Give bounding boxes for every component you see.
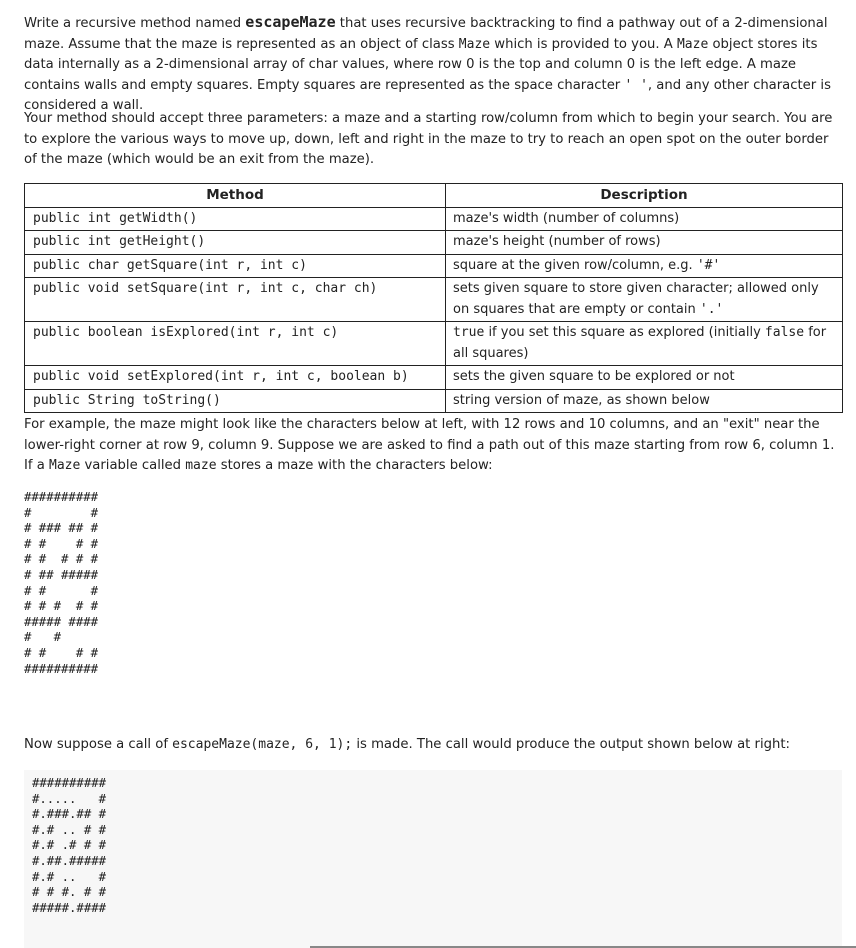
method-description [446, 207, 843, 231]
code-literal: false [764, 325, 805, 340]
description-text: maze's width (number of columns) [453, 210, 680, 226]
example-text: stores a maze with the characters below: [216, 458, 493, 473]
method-name: escapeMaze [245, 13, 336, 31]
maze-api-table [24, 183, 843, 413]
example-text: variable called [80, 458, 186, 473]
table-row [25, 207, 843, 231]
params-paragraph: Your method should accept three parameters: a maze and a starting row/column from which to begin your search. You are to explore the various ways to move up, down, left and right in the maze to try to reach an open spot on the outer border of the maze (which would be an exit from the maze). [24, 111, 833, 167]
description-text: sets given square to store given character; allowed only on squares that are empty or contain [453, 281, 819, 317]
intro-paragraph [24, 12, 840, 117]
output-box [24, 770, 842, 948]
description-text: if you set this square as explored (initially [484, 325, 765, 340]
call-text: Now suppose a call of [24, 737, 173, 752]
maze-example: ########## # # # ### ## # # # # # # # # # # # ## ##### # # # # # # # # ##### #### # # # # # # ########## [24, 490, 99, 676]
description-text: string version of maze, as shown below [453, 392, 710, 408]
code-literal: true [453, 325, 485, 340]
variable-name: maze [185, 458, 217, 473]
method-signature: public char getSquare(int r, int c) [25, 254, 446, 278]
method-signature: public void setSquare(int r, int c, char ch) [25, 278, 446, 322]
method-signature: public int getWidth() [25, 207, 446, 231]
example-paragraph [24, 415, 840, 477]
intro-text: , and any other character is considered a wall. [24, 77, 831, 113]
description-header: Description [446, 184, 843, 208]
method-description [446, 231, 843, 255]
table-row [25, 322, 843, 366]
description-text: sets the given square to be explored or not [453, 369, 735, 384]
description-text: maze's height (number of rows) [453, 234, 661, 249]
method-header: Method [25, 184, 446, 208]
space-char: ' ' [624, 77, 648, 93]
class-name: Maze [458, 36, 491, 52]
method-signature: public void setExplored(int r, int c, boolean b) [25, 366, 446, 390]
method-signature: public boolean isExplored(int r, int c) [25, 322, 446, 366]
table-row [25, 278, 843, 322]
method-signature: public String toString() [25, 389, 446, 413]
maze-output: ########## #..... # #.###.## # #.# .. # # #.# .# # # #.##.##### #.# .. # # # #. # # #####.#### [32, 776, 107, 915]
method-signature: public int getHeight() [25, 231, 446, 255]
table-row [25, 254, 843, 278]
intro-text: object stores its data internally as a 2-dimensional array of char values, where row 0 is the top and column 0 is the left edge. A maze contains walls and empty squares. Empty squares are represented as the space character [24, 36, 818, 93]
method-description [446, 278, 843, 322]
method-description [446, 322, 843, 366]
intro-text: that uses recursive backtracking to find a pathway out of a 2-dimensional maze. Assume that the maze is represented as an object of class [24, 16, 828, 52]
table-row [25, 389, 843, 413]
table-body [25, 207, 843, 413]
table-header-row [25, 184, 843, 208]
intro-text: which is provided to you. A [490, 36, 677, 52]
code-literal: '.' [699, 301, 724, 317]
code-literal: '#' [696, 257, 721, 273]
method-description [446, 254, 843, 278]
example-text: For example, the maze might look like the characters below at left, with 12 rows and 10 columns, and an "exit" near the lower-right corner at row 9, column 9. Suppose we are asked to find a path out of this maze starting from row 6, column 1. If a [24, 417, 835, 473]
class-name: Maze [49, 458, 81, 473]
method-description [446, 366, 843, 390]
table-row [25, 231, 843, 255]
call-text: is made. The call would produce the output shown below at right: [352, 737, 790, 752]
table-row [25, 366, 843, 390]
description-text: square at the given row/column, e.g. [453, 257, 697, 273]
call-code: escapeMaze(maze, 6, 1); [172, 737, 353, 752]
description-text: for all squares) [453, 325, 827, 361]
intro-text: Write a recursive method named [24, 16, 246, 31]
class-name: Maze [676, 36, 709, 52]
method-description [446, 389, 843, 413]
call-paragraph [24, 735, 840, 756]
